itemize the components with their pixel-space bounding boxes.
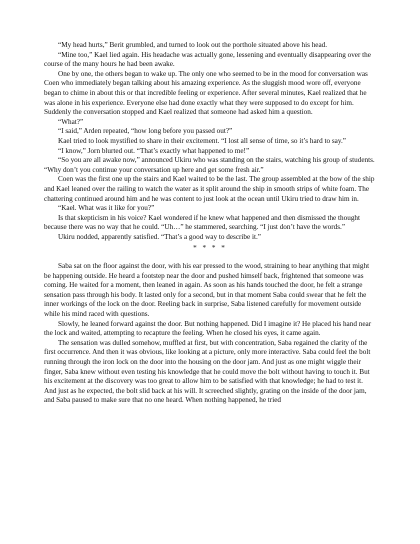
document-page [44, 41, 376, 406]
paragraph: “My head hurts,” Berit grumbled, and turned to look out the porthole situated above his head. [58, 41, 328, 49]
paragraph: Ukiru nodded, apparently satisfied. “That’s a good way to describe it.” [58, 232, 261, 241]
scene-break: * * * * [193, 244, 227, 253]
paragraph: Saba sat on the floor against the door, with his ear pressed to the wood, straining to hear anything that might be happening outside. He heard a footstep near the door and pushed himself back, frightened that someone was coming. He waited for a moment, then leaned in again. As soon as his hands touched the door, he felt a strange sensation pass through his body. It lasted only for a second, but in that moment Saba could swear that he felt the inner workings of the lock on the door. Reeling back in surprise, Saba listened carefully for movement outside while his mind raced with questions. [44, 262, 370, 319]
paragraph: Slowly, he leaned forward against the door. But nothing happened. Did I imagine it? He placed his hand near the lock and waited, attempting to recapture the feeling. When he closed his eyes, it came again. [44, 319, 372, 338]
paragraph: “So you are all awake now,” announced Ukiru who was standing on the stairs, watching his group of students. “Why don’t you continue your conversation up here and get some fresh air.” [44, 156, 375, 174]
paragraph: Kael tried to look mystified to share in their excitement. “I lost all sense of time, so it’s hard to say.” [58, 136, 346, 145]
paragraph: “I said,” Arden repeated, “how long before you passed out?” [58, 127, 233, 136]
paragraph: “I know,” Jorn blurted out. “That’s exactly what happened to me!” [58, 146, 250, 155]
paragraph: The sensation was dulled somehow, muffled at first, but with concentration, Saba regained the clarity of the first occurrence. And then it was obvious, like looking at a picture, only more interactive. Saba could feel the bolt running through the iron lock on the door into the housing on the door jam. And just as one might wiggle their finger, Saba knew without even testing his knowledge that he could move the bolt without having to touch it. But his excitement at the discovery was too great to allow him to be satisfied with that knowledge; he had to test it. And just as he expected, the bolt slid back at his will. It screeched slightly, grating on the inside of the door jam, and Saba paused to make sure that no one heard. When nothing happened, he tried [44, 338, 371, 405]
paragraph: “Mine too,” Kael lied again. His headache was actually gone, lessening and eventually disappearing over the course of the many hours he had been awake. [44, 50, 371, 69]
paragraph: Is that skepticism in his voice? Kael wondered if he knew what happened and then dismissed the thought because there was no way that he could. “Uh…” he stammered, searching. “I just don’t have the words.” [44, 213, 361, 232]
paragraph: “What?” [58, 117, 84, 126]
paragraph: “Kael. What was it like for you?” [58, 204, 155, 213]
paragraph: One by one, the others began to wake up. The only one who seemed to be in the mood for conversation was Coen who immediately began talking about his amazing experience. As the sluggish mood wore off, everyone began to chime in about this or that incredible feeling or experience. After several minutes, Kael realized that he was alone in his experience. Everyone else had done exactly what they were supposed to do except for him. Suddenly the conversation stopped and Kael realized that someone had asked him a question. [44, 69, 368, 117]
paragraph: Coen was the first one up the stairs and Kael waited to be the last. The group assembled at the bow of the ship and Kael leaned over the railing to watch the water as it split around the ship in smooth strips of white foam. The chattering continued around him and he was content to just look at the ocean until Ukiru tried to draw him in. [44, 175, 375, 203]
